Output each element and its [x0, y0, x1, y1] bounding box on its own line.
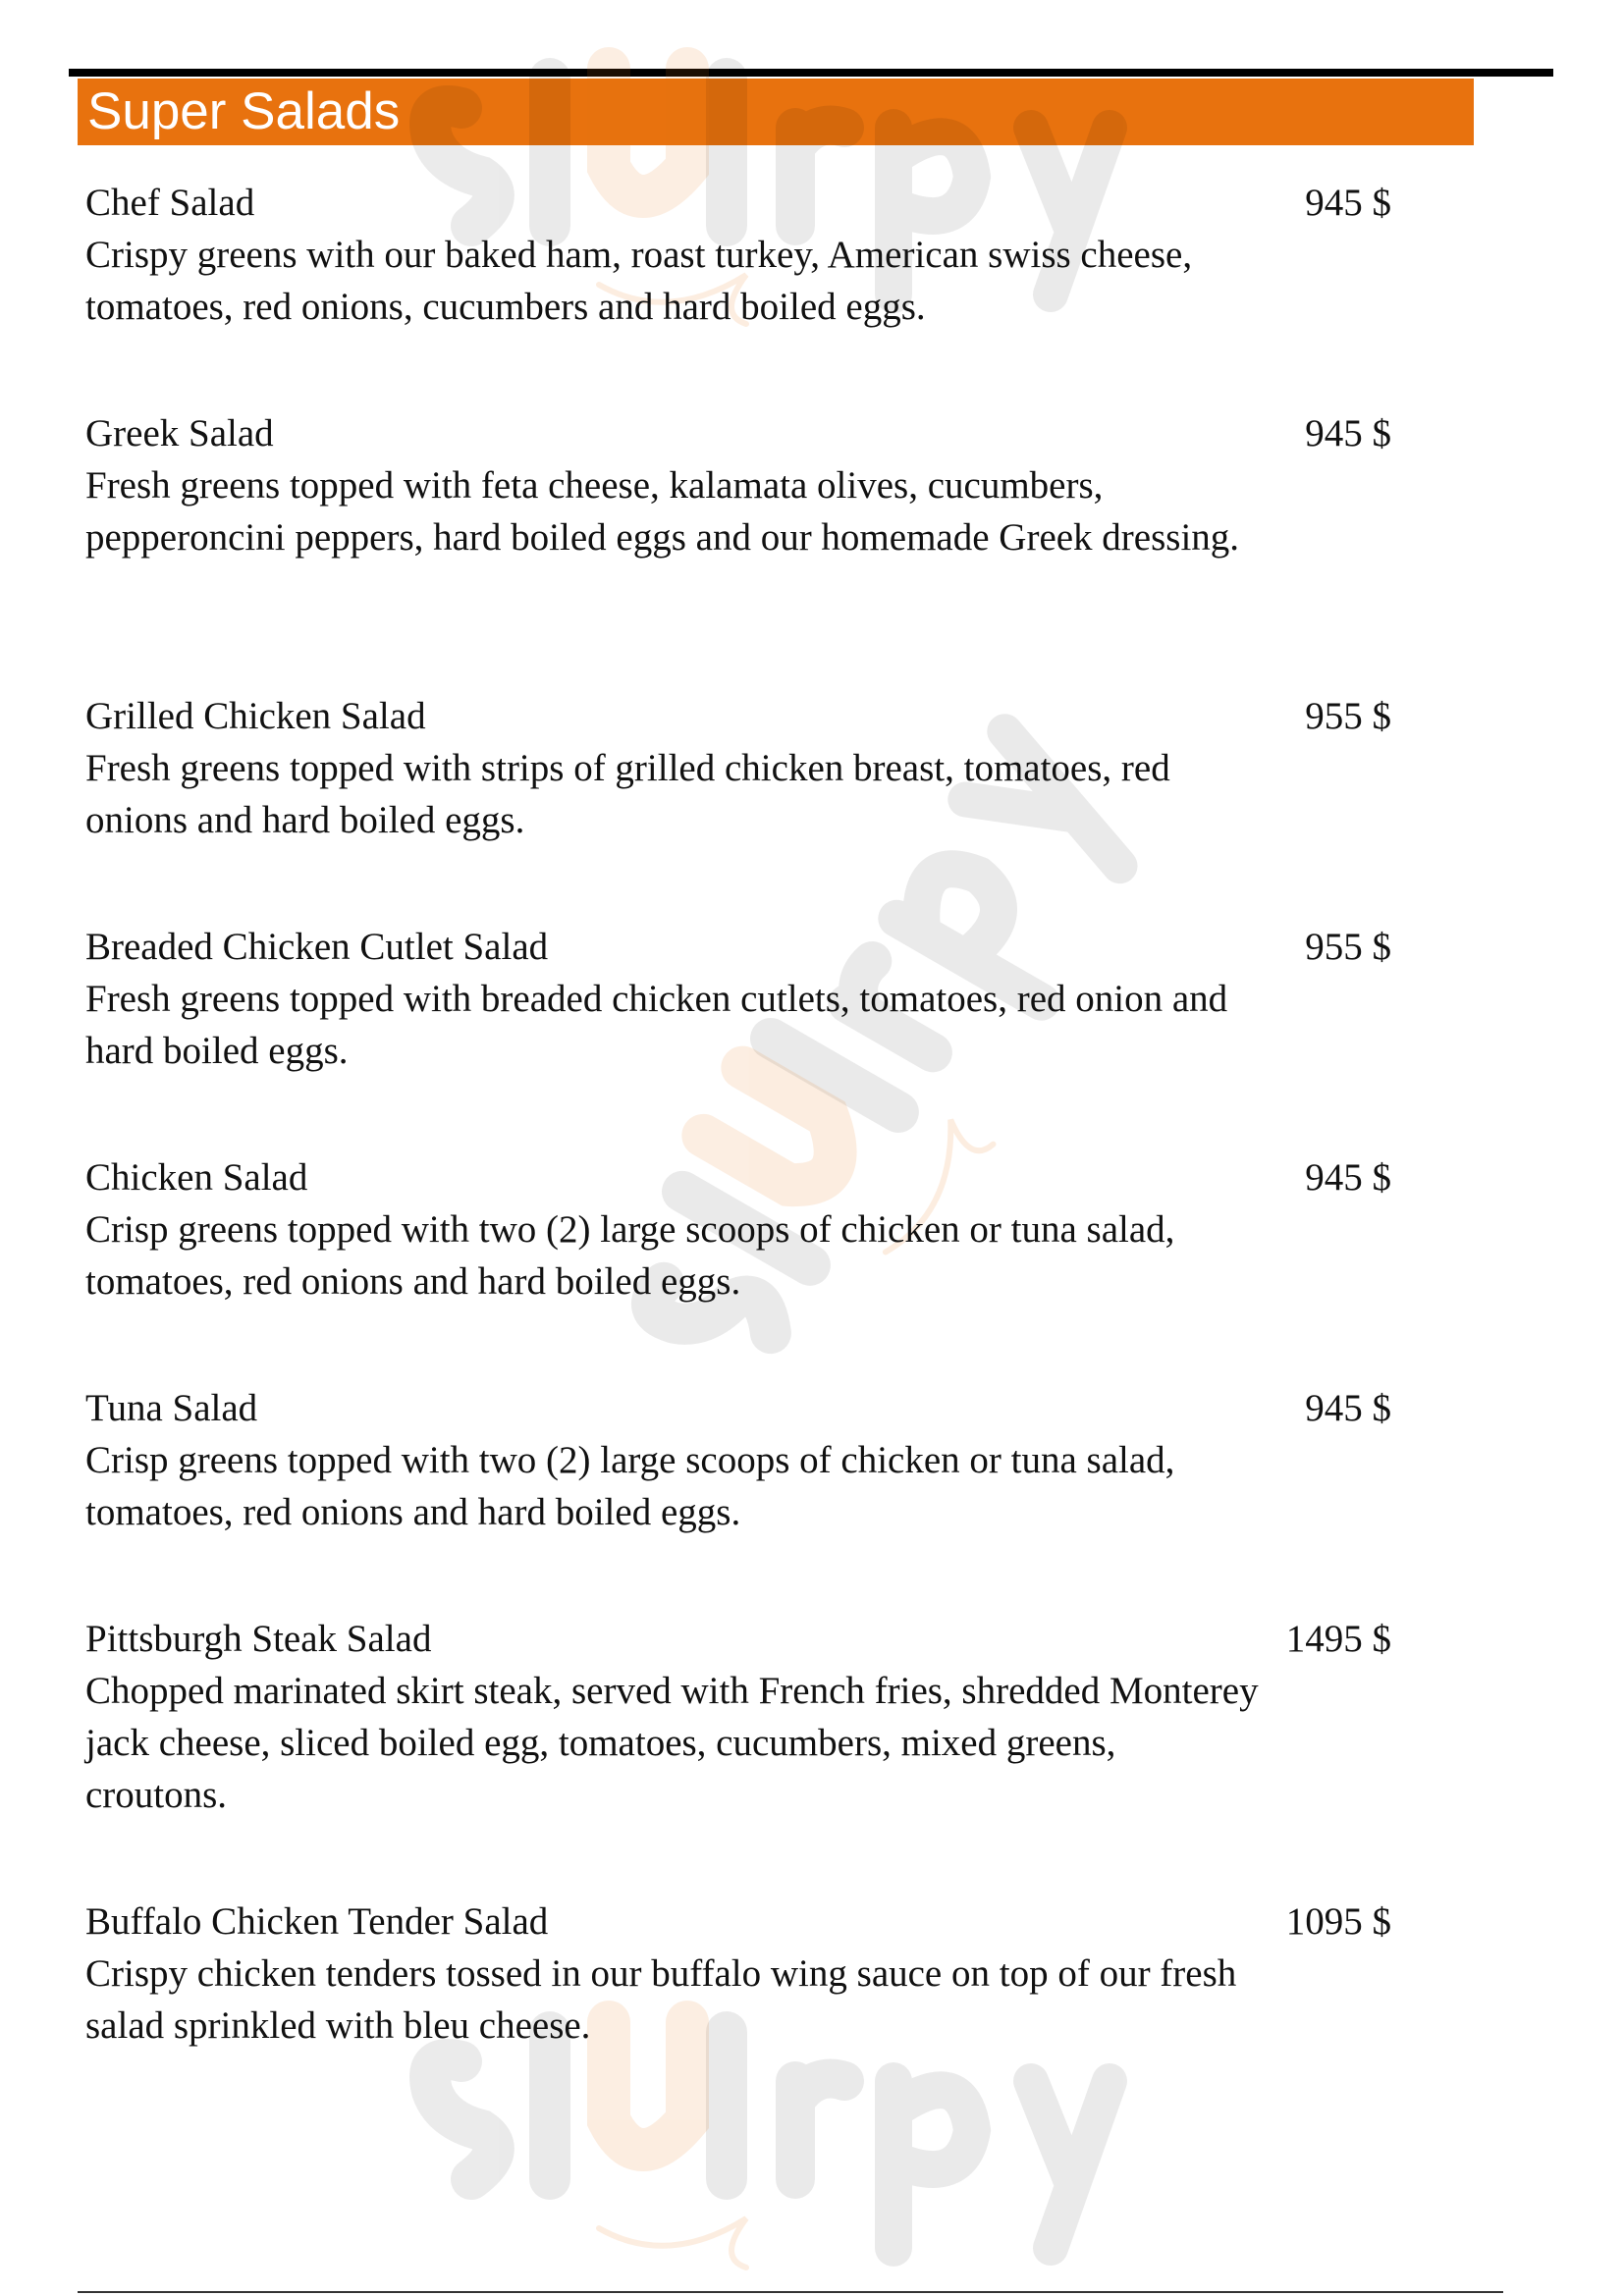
- item-price: 955 $: [1305, 926, 1391, 968]
- item-description: Crisp greens topped with two (2) large scoops of chicken or tuna salad, tomatoes, red onions and hard boiled eggs.: [85, 1439, 1175, 1533]
- item-price: 945 $: [1305, 182, 1391, 224]
- item-description: Fresh greens topped with strips of grilled chicken breast, tomatoes, red onions and hard boiled eggs.: [85, 747, 1170, 841]
- menu-item: [85, 1896, 1391, 2052]
- item-name: Breaded Chicken Cutlet Salad: [85, 926, 549, 968]
- menu-list: [85, 0, 1391, 2296]
- menu-item: [85, 1151, 1391, 1308]
- item-description: Crisp greens topped with two (2) large scoops of chicken or tuna salad, tomatoes, red onions and hard boiled eggs.: [85, 1208, 1175, 1303]
- item-name: Chef Salad: [85, 182, 255, 224]
- item-description: Fresh greens topped with feta cheese, kalamata olives, cucumbers, pepperoncini peppers, hard boiled eggs and our homemade Greek dressing.: [85, 464, 1240, 559]
- menu-item: [85, 177, 1391, 333]
- item-price: 945 $: [1305, 1156, 1391, 1199]
- item-price: 1095 $: [1285, 1900, 1391, 1943]
- item-description: Crispy chicken tenders tossed in our buffalo wing sauce on top of our fresh salad sprinkled with bleu cheese.: [85, 1952, 1237, 2047]
- item-description: Fresh greens topped with breaded chicken cutlets, tomatoes, red onion and hard boiled eggs.: [85, 978, 1228, 1072]
- item-name: Pittsburgh Steak Salad: [85, 1618, 432, 1660]
- menu-item: [85, 921, 1391, 1077]
- section-title: Super Salads: [87, 82, 401, 140]
- item-name: Tuna Salad: [85, 1387, 258, 1429]
- menu-item: [85, 690, 1391, 846]
- item-price: 1495 $: [1285, 1618, 1391, 1660]
- menu-item: [85, 1382, 1391, 1538]
- item-name: Buffalo Chicken Tender Salad: [85, 1900, 549, 1943]
- bottom-rule: [78, 2291, 1503, 2293]
- item-name: Greek Salad: [85, 412, 274, 454]
- item-price: 945 $: [1305, 1387, 1391, 1429]
- item-price: 945 $: [1305, 412, 1391, 454]
- menu-item: [85, 1613, 1391, 1821]
- item-name: Grilled Chicken Salad: [85, 695, 426, 737]
- item-name: Chicken Salad: [85, 1156, 308, 1199]
- item-description: Crispy greens with our baked ham, roast turkey, American swiss cheese, tomatoes, red onions, cucumbers and hard boiled eggs.: [85, 234, 1193, 328]
- menu-item: [85, 407, 1391, 563]
- item-price: 955 $: [1305, 695, 1391, 737]
- item-description: Chopped marinated skirt steak, served with French fries, shredded Monterey jack cheese, sliced boiled egg, tomatoes, cucumbers, mixed greens, croutons.: [85, 1670, 1259, 1816]
